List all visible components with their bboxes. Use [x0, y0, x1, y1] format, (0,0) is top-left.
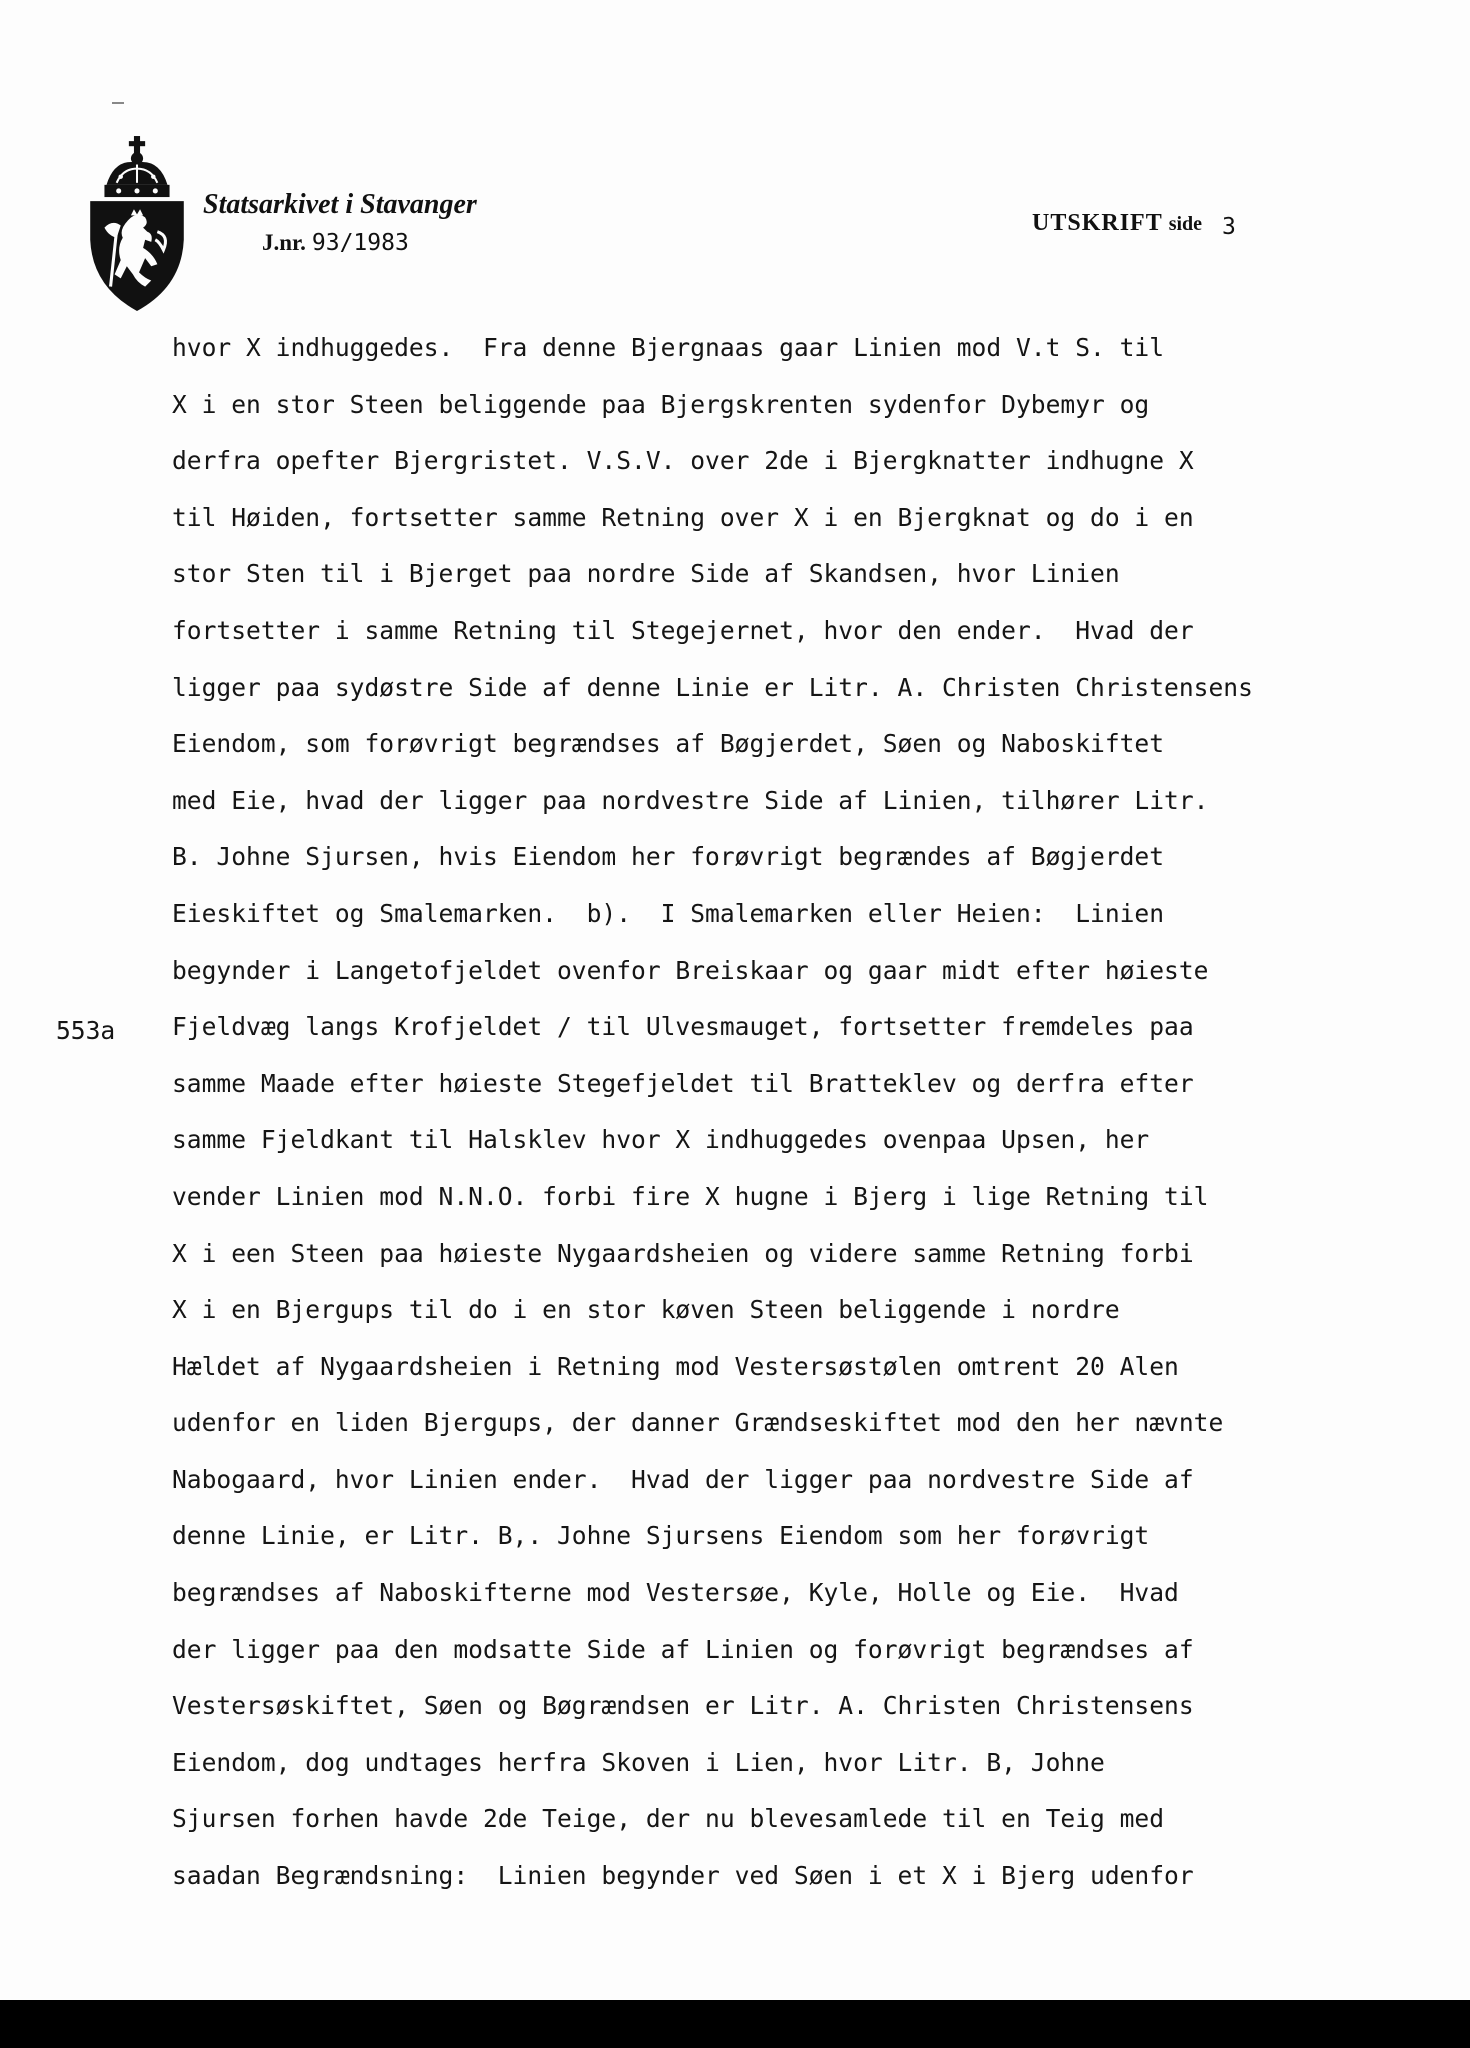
- text-line: begrændses af Naboskifterne mod Vestersøe, Kyle, Holle og Eie. Hvad: [172, 1578, 1179, 1608]
- text-line: der ligger paa den modsatte Side af Linien og forøvrigt begrændses af: [172, 1634, 1194, 1664]
- text-line: med Eie, hvad der ligger paa nordvestre Side af Linien, tilhører Litr.: [172, 785, 1209, 815]
- margin-note: 553a: [56, 1016, 116, 1045]
- text-line: stor Sten til i Bjerget paa nordre Side af Skandsen, hvor Linien: [172, 559, 1120, 589]
- text-line: derfra opefter Bjergristet. V.S.V. over 2de i Bjergknatter indhugne X: [172, 446, 1194, 476]
- text-line: X i een Steen paa høieste Nygaardsheien og videre samme Retning forbi: [172, 1238, 1194, 1268]
- text-line: B. Johne Sjursen, hvis Eiendom her forøvrigt begrændes af Bøgjerdet: [172, 842, 1165, 872]
- text-line: Vestersøskiftet, Søen og Bøgrændsen er Litr. A. Christen Christensens: [172, 1691, 1194, 1721]
- text-line: ligger paa sydøstre Side af denne Linie er Litr. A. Christen Christensens: [172, 672, 1253, 702]
- text-line: samme Maade efter høieste Stegefjeldet til Bratteklev og derfra efter: [172, 1068, 1194, 1098]
- text-line: Sjursen forhen havde 2de Teige, der nu blevesamlede til en Teig med: [172, 1804, 1165, 1834]
- text-line: vender Linien mod N.N.O. forbi fire X hugne i Bjerg i lige Retning til: [172, 1181, 1209, 1211]
- text-line: Eieskiftet og Smalemarken. b). I Smalemarken eller Heien: Linien: [172, 898, 1165, 928]
- transcript-label: UTSKRIFT: [1032, 210, 1163, 236]
- text-line: fortsetter i samme Retning til Stegejernet, hvor den ender. Hvad der: [172, 615, 1194, 645]
- text-line: til Høiden, fortsetter samme Retning over X i en Bjergknat og do i en: [172, 502, 1194, 532]
- text-line: samme Fjeldkant til Halsklev hvor X indhuggedes ovenpaa Upsen, her: [172, 1125, 1150, 1155]
- journal-number-label: J.nr.: [262, 230, 306, 255]
- norwegian-coat-of-arms-icon: [86, 134, 188, 312]
- margin-tick-mark: [112, 102, 124, 104]
- text-line: hvor X indhuggedes. Fra denne Bjergnaas gaar Linien mod V.t S. til: [172, 333, 1165, 362]
- text-line: X i en Bjergups til do i en stor køven Steen beliggende i nordre: [172, 1295, 1120, 1325]
- text-line: Nabogaard, hvor Linien ender. Hvad der ligger paa nordvestre Side af: [172, 1464, 1194, 1494]
- text-line: X i en stor Steen beliggende paa Bjergskrenten sydenfor Dybemyr og: [172, 389, 1150, 419]
- archive-name: Statsarkivet i Stavanger: [203, 189, 477, 220]
- journal-number: [262, 230, 409, 256]
- text-line: saadan Begrændsning: Linien begynder ved Søen i et X i Bjerg udenfor: [172, 1861, 1194, 1891]
- transcript-body: [172, 328, 1442, 1913]
- page-number: 3: [1222, 214, 1236, 240]
- side-label: side: [1168, 213, 1203, 235]
- text-line: udenfor en liden Bjergups, der danner Grændseskiftet mod den her nævnte: [172, 1408, 1224, 1438]
- text-line: Eiendom, som forøvrigt begrændses af Bøgjerdet, Søen og Naboskiftet: [172, 729, 1165, 759]
- text-line: Fjeldvæg langs Krofjeldet / til Ulvesmauget, fortsetter fremdeles paa: [172, 1012, 1194, 1042]
- text-line: denne Linie, er Litr. B,. Johne Sjursens Eiendom som her forøvrigt: [172, 1521, 1150, 1551]
- text-line: Hældet af Nygaardsheien i Retning mod Vestersøstølen omtrent 20 Alen: [172, 1351, 1179, 1381]
- transcript-page-header: [1032, 210, 1236, 240]
- text-line: Eiendom, dog undtages herfra Skoven i Lien, hvor Litr. B, Johne: [172, 1747, 1105, 1777]
- journal-number-value: 93/1983: [311, 230, 409, 256]
- text-line: begynder i Langetofjeldet ovenfor Breiskaar og gaar midt efter høieste: [172, 955, 1209, 985]
